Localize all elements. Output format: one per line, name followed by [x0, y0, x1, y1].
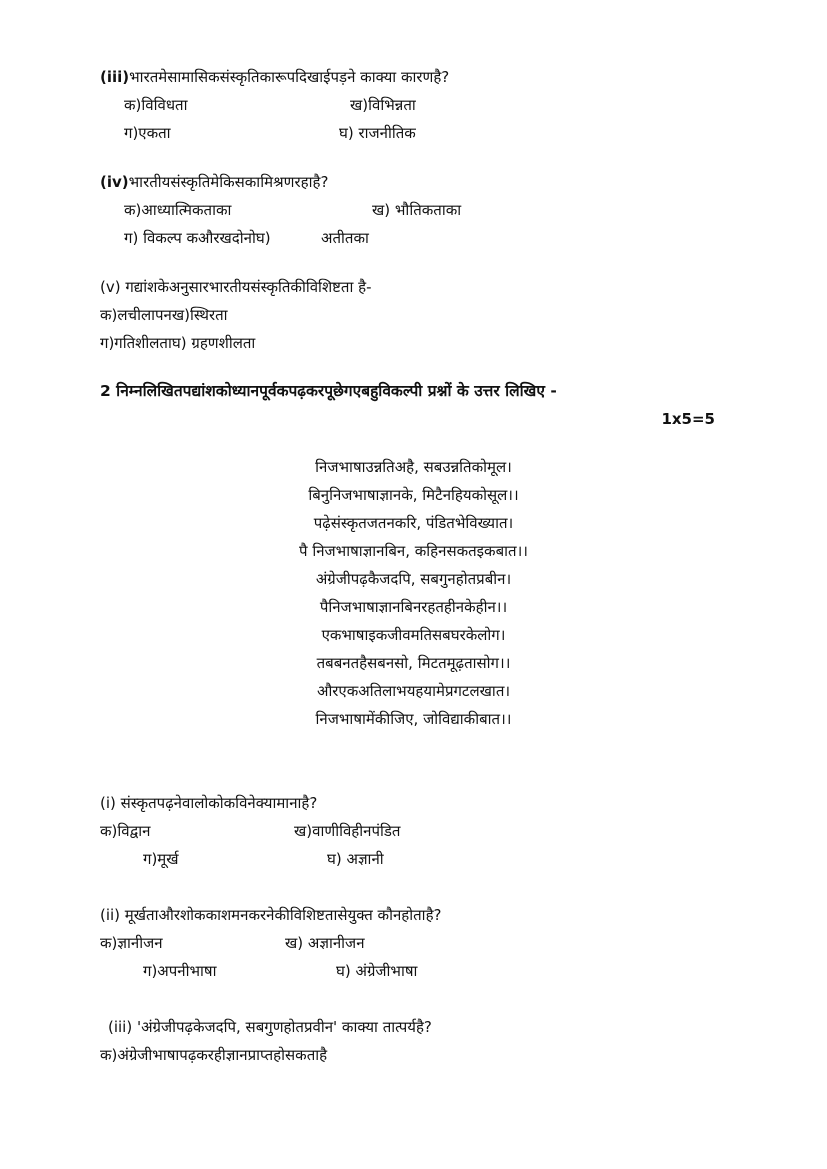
- poem-line: तबबनतहैसबनसो, मिटतमूढ़तासोग।।: [316, 654, 511, 672]
- question-text: भारतमेसामासिकसंस्कृतिकारूपदिखाईपड़ने काक्या कारणहै?: [129, 68, 450, 86]
- options-line-2: ग)गतिशीलताघ) ग्रहणशीलता: [100, 334, 256, 352]
- question-3: [100, 67, 449, 87]
- poem-question-1: (i) संस्कृतपढ़नेवालोकोकविनेक्यामानाहै?: [100, 794, 318, 812]
- question-number: (iv): [100, 173, 129, 191]
- option-c: ग)मूर्ख: [143, 850, 179, 868]
- option-a: क)ज्ञानीजन: [100, 934, 163, 952]
- poem-question-2: (ii) मूर्खताऔरशोककाशमनकरनेकीविशिष्टतासेयुक्त कौनहोताहै?: [100, 906, 442, 924]
- poem-line: निजभाषामेंकीजिए, जोविद्याकीबात।।: [315, 710, 512, 728]
- poem-line: पै निजभाषाज्ञानबिन, कहिनसकतइकबात।।: [299, 542, 528, 560]
- question-text: भारतीयसंस्कृतिमेकिसकामिश्रणरहाहै?: [128, 173, 329, 191]
- option-b: ख)विभिन्नता: [350, 96, 416, 114]
- question-number: (iii): [100, 68, 130, 86]
- poem-line: निजभाषाउन्नतिअहै, सबउन्नतिकोमूल।: [315, 458, 512, 476]
- section-heading: 2 निम्नलिखितपद्यांशकोध्यानपूर्वकपढ़करपूछेगएबहुविकल्पी प्रश्नों के उत्तर लिखिए -: [100, 382, 557, 400]
- poem-line: एकभाषाइकजीवमतिसबघरकेलोग।: [321, 626, 506, 644]
- option-b: ख)वाणीविहीनपंडित: [294, 822, 401, 840]
- option-a: क)अंग्रेजीभाषापढ़करहीज्ञानप्राप्तहोसकताहै: [100, 1046, 328, 1064]
- option-a: क)आध्यात्मिकताका: [124, 201, 232, 219]
- option-c: ग)एकता: [124, 124, 171, 142]
- option-a: क)विविधता: [124, 96, 188, 114]
- marks-label: 1x5=5: [661, 410, 715, 428]
- options-line-1: क)लचीलापनख)स्थिरता: [100, 306, 228, 324]
- option-d: घ) अंग्रेजीभाषा: [336, 962, 418, 980]
- option-d: घ) अज्ञानी: [327, 850, 384, 868]
- poem-line: औरएकअतिलाभयहयामेप्रगटलखात।: [316, 682, 511, 700]
- poem-line: पैनिजभाषाज्ञानबिनरहतहीनकेहीन।।: [319, 598, 508, 616]
- option-d: घ) राजनीतिक: [339, 124, 416, 142]
- option-c: ग) विकल्प कऔरखदोनोघ): [124, 229, 271, 247]
- poem-line: अंग्रेजीपढ़कैजदपि, सबगुनहोतप्रबीन।: [315, 570, 512, 588]
- poem-line: बिनुनिजभाषाज्ञानके, मिटैनहियकोसूल।।: [308, 486, 519, 504]
- option-b: ख) भौतिकताका: [372, 201, 462, 219]
- poem-line: पढ़ेसंस्कृतजतनकरि, पंडितभेविख्यात।: [313, 514, 514, 532]
- option-a: क)विद्वान: [100, 822, 151, 840]
- poem-question-3: (iii) 'अंग्रेजीपढ़केजदपि, सबगुणहोतप्रवीन' काक्या तात्पर्यहै?: [108, 1018, 432, 1036]
- option-b: ख) अज्ञानीजन: [285, 934, 365, 952]
- question-4: [100, 172, 328, 192]
- option-d: अतीतका: [321, 229, 369, 247]
- option-c: ग)अपनीभाषा: [143, 962, 217, 980]
- question-5: (v) गद्यांशकेअनुसारभारतीयसंस्कृतिकीविशिष्टता है-: [100, 278, 372, 296]
